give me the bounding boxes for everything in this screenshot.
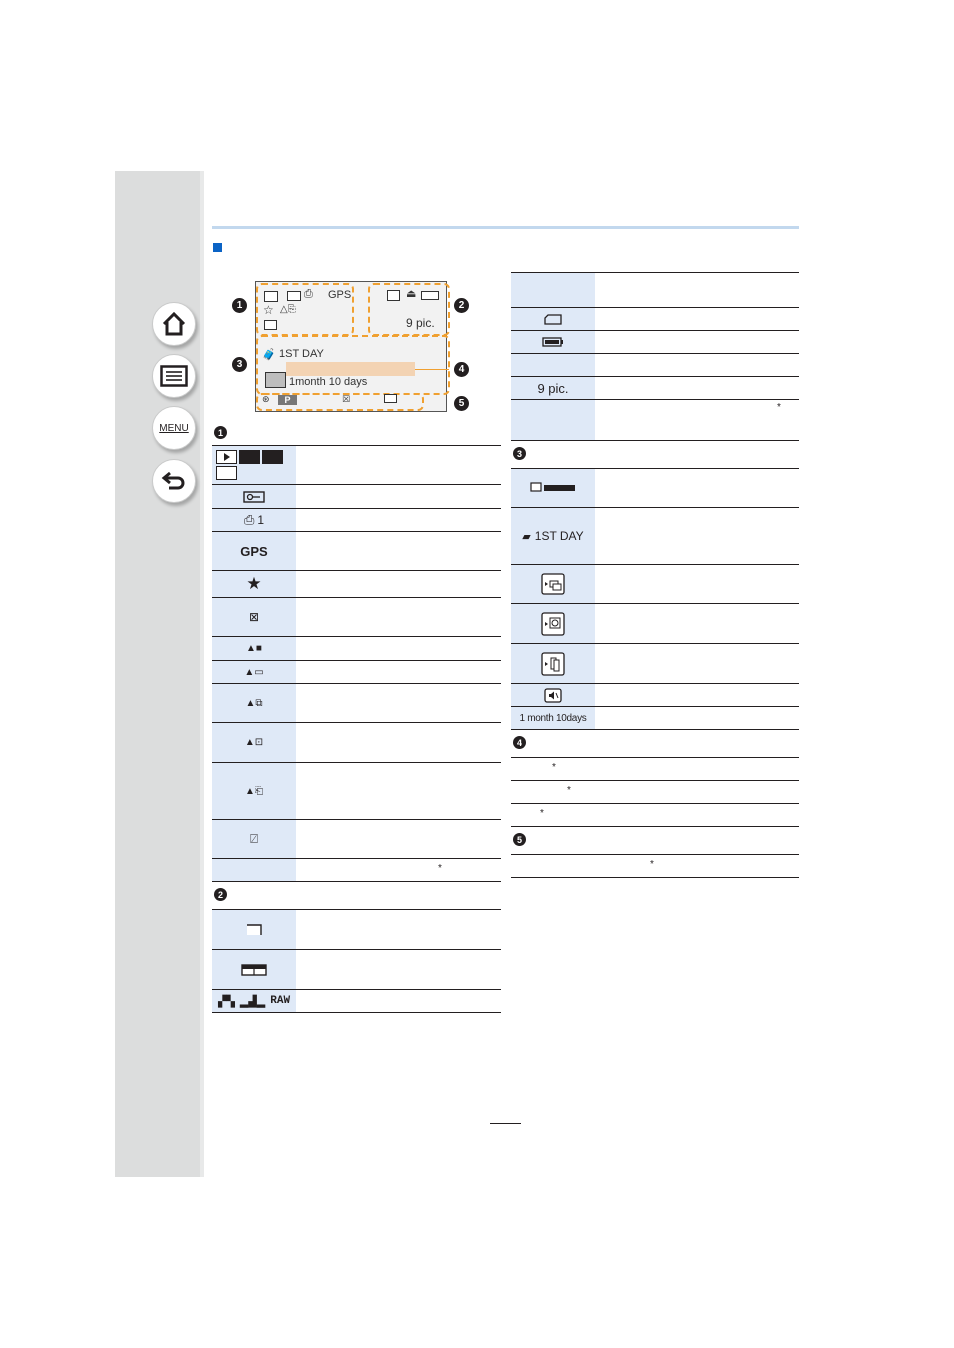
- table-row: [511, 308, 799, 331]
- aspect-mini-icon: [387, 290, 400, 301]
- camera-icon: [239, 450, 260, 464]
- star-mini-icon: ☆: [263, 303, 274, 317]
- lcd-age: 1month 10 days: [289, 376, 368, 388]
- group-mini-icon: △⎘: [280, 304, 296, 315]
- section-2-number: 2: [214, 888, 227, 901]
- pic-count-text: 9 pic.: [511, 377, 595, 399]
- section-4-number: 4: [513, 736, 526, 749]
- group-motion-icon: ▲■: [212, 637, 296, 660]
- section-bullet: [213, 243, 222, 252]
- empty-icon-cell: [212, 859, 296, 881]
- battery-icon: [511, 331, 595, 353]
- table-row: [511, 684, 799, 707]
- table-row: [212, 820, 501, 859]
- table-row: [212, 763, 501, 820]
- table-row: [511, 758, 799, 781]
- print-count-icon: ⎙ 1: [212, 509, 296, 531]
- lcd-travel-day: 1ST DAY: [279, 348, 324, 360]
- elapsed-bar-icon: [511, 469, 595, 507]
- callout-2: 2: [454, 298, 469, 313]
- lcd-iso-icon: [384, 394, 397, 403]
- suitcase-icon: ▰ 1ST DAY: [511, 508, 595, 564]
- contents-button[interactable]: [152, 354, 196, 398]
- empty-icon-cell: [511, 354, 595, 376]
- section-1-header: [212, 421, 501, 445]
- table-row: [511, 469, 799, 508]
- back-arrow-icon: [161, 469, 187, 493]
- table-row: [212, 446, 501, 485]
- quality-icon: ▞▚ ▂▟▂ RAW: [212, 990, 296, 1012]
- table-row: [212, 910, 501, 950]
- menu-label: MENU: [159, 422, 189, 434]
- page-number-underline: [490, 1123, 521, 1124]
- picture-size-icon: [212, 950, 296, 989]
- table-row: [212, 598, 501, 637]
- section-5-header: [511, 828, 799, 852]
- table-row: [511, 400, 799, 441]
- section-4-header: [511, 731, 799, 755]
- playback-icon: [264, 291, 278, 302]
- group-focus-play-icon: [511, 644, 595, 683]
- callout-4-line: [415, 369, 449, 370]
- footnote-mark: *: [777, 402, 781, 413]
- callout-4: 4: [454, 362, 469, 377]
- lcd-suitcase-icon: 🧳: [262, 349, 276, 361]
- lcd-pic-count: 9 pic.: [406, 316, 435, 330]
- empty-icon-cell: [511, 273, 595, 307]
- table-row: [511, 707, 799, 730]
- footnote-mark: *: [438, 863, 442, 874]
- group-timelapse-icon: ▲⊡: [212, 723, 296, 762]
- table-row: [212, 950, 501, 990]
- size-mini-icon: ⏏: [406, 288, 417, 300]
- mute-icon: [511, 684, 595, 706]
- star-icon: ★: [212, 571, 296, 597]
- table-row: [511, 508, 799, 565]
- footnote-mark: *: [552, 762, 556, 773]
- lcd-intelligent-icon: ⊛: [262, 394, 270, 404]
- group-photo-icon: ▲▭: [212, 661, 296, 683]
- table-row: [511, 804, 799, 827]
- table-row: [511, 565, 799, 604]
- table-row: [511, 604, 799, 644]
- raw-text: RAW: [270, 995, 291, 1007]
- group-burst-icon: ▲⧉: [212, 684, 296, 722]
- text-stamp-mini-icon: [264, 320, 277, 330]
- table-row: [212, 684, 501, 723]
- callout-5: 5: [454, 396, 469, 411]
- table-row: [212, 509, 501, 532]
- group-burst-play-icon: [511, 565, 595, 603]
- travel-day-text: 1ST DAY: [534, 529, 584, 543]
- back-button[interactable]: [152, 459, 196, 503]
- table-row: [511, 781, 799, 804]
- table-row: [511, 354, 799, 377]
- home-button[interactable]: [152, 302, 196, 346]
- lcd-mode: P: [278, 395, 297, 405]
- table-row: [212, 637, 501, 661]
- callout-3: 3: [232, 357, 247, 372]
- table-row: [212, 859, 501, 882]
- table-row: [212, 532, 501, 571]
- section-5-number: 5: [513, 833, 526, 846]
- slideshow-icon: [216, 466, 237, 480]
- section-3-number: 3: [513, 447, 526, 460]
- section-2-header: [212, 883, 501, 907]
- info-highlight-bar: [286, 362, 415, 376]
- table-row: [511, 273, 799, 308]
- play-icon: [216, 450, 237, 464]
- age-text: 1 month 10days: [511, 707, 595, 729]
- lcd-exposure-icon: ☒: [342, 394, 351, 404]
- lcd-group-icon: [265, 372, 286, 388]
- gps-text: GPS: [212, 532, 296, 570]
- footnote-mark: *: [650, 859, 654, 870]
- footnote-mark: *: [567, 785, 571, 796]
- section-3-header: [511, 442, 799, 466]
- lcd-gps: GPS: [328, 289, 352, 301]
- callout-1: 1: [232, 298, 247, 313]
- group-timelapse-play-icon: [511, 604, 595, 643]
- footnote-mark: *: [540, 808, 544, 819]
- table-row: [212, 661, 501, 684]
- header-rule: [212, 226, 799, 229]
- protect-icon: [212, 485, 296, 508]
- print-mini-icon: ⎙: [304, 288, 313, 300]
- table-row: [511, 377, 799, 400]
- table-row: [212, 571, 501, 598]
- table-row: [511, 644, 799, 684]
- text-stamp-icon: ⍁: [212, 820, 296, 858]
- sidebar-edge: [200, 171, 204, 1177]
- motion-picture-icon: [262, 450, 283, 464]
- list-icon: [160, 365, 188, 387]
- print-count: 1: [257, 513, 265, 527]
- group-focus-bracket-icon: ▲⎗: [212, 763, 296, 819]
- section-1-number: 1: [214, 426, 227, 439]
- table-row: [212, 723, 501, 763]
- table-row: [511, 855, 799, 878]
- playback-mode-icons: [212, 446, 296, 484]
- empty-icon-cell: [511, 400, 595, 440]
- table-row: [511, 331, 799, 354]
- face-recognition-icon: ⊠: [212, 598, 296, 636]
- battery-mini-icon: [421, 291, 439, 300]
- table-row: [212, 485, 501, 509]
- aspect-ratio-icon: [212, 910, 296, 949]
- card-icon: [511, 308, 595, 330]
- table-row: [212, 990, 501, 1013]
- home-icon: [161, 311, 187, 337]
- menu-button[interactable]: [152, 406, 196, 450]
- protect-mini-icon: [287, 291, 301, 301]
